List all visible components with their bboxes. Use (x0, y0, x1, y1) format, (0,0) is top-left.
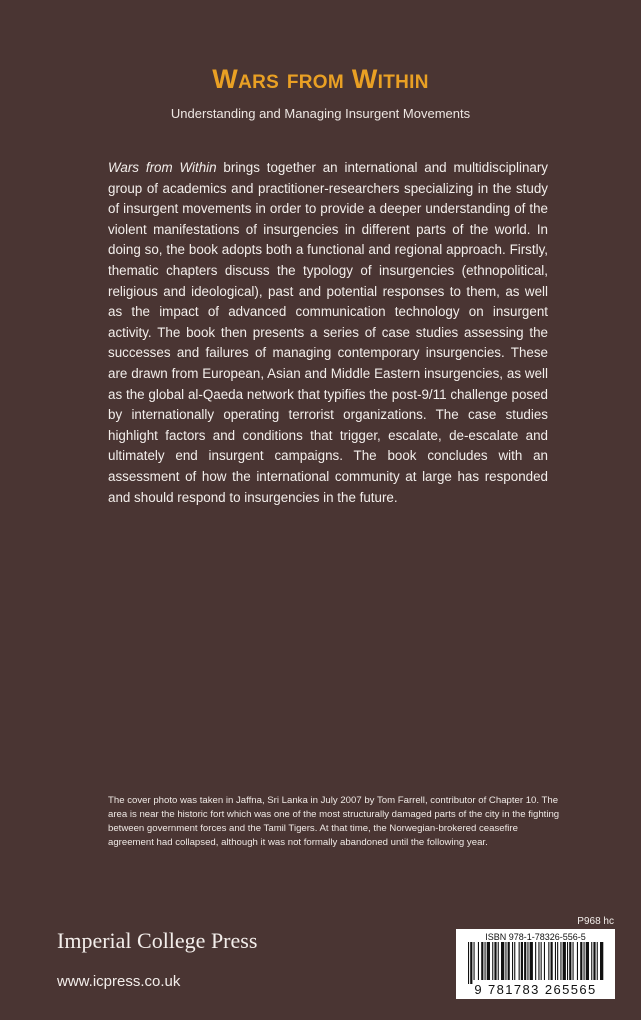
publisher-name: Imperial College Press (57, 928, 258, 953)
barcode-bar (577, 942, 578, 980)
barcode-digits: 9 781783 265565 (474, 982, 597, 997)
barcode-bar (551, 942, 553, 980)
price-code: P968 hc (577, 916, 614, 927)
book-blurb (108, 158, 548, 508)
barcode-bar (544, 942, 545, 980)
barcode-bar (494, 942, 496, 980)
blurb-title-italic: Wars from Within (108, 160, 217, 175)
barcode-bar (557, 942, 558, 980)
title-part-1: ars from (238, 64, 352, 94)
barcode-bar (505, 942, 506, 980)
barcode-bar (597, 942, 598, 980)
publisher-website: www.icpress.co.uk (57, 973, 181, 990)
book-subtitle: Understanding and Managing Insurgent Movements (170, 106, 471, 121)
barcode-bar (485, 942, 486, 980)
barcode-bar (593, 942, 595, 980)
cover-photo-credit: The cover photo was taken in Jaffna, Sri Lanka in July 2007 by Tom Farrell, contributor of Chapter 10. The area is near the historic fort which was one of the most structurally damaged parts of the city in the fighting between government forces and the Tamil Tigers. At that time, the Norwegian-brokered ceasefire agreement had collapsed, although it was not formally abandoned until the following year. (108, 795, 560, 848)
isbn-barcode (456, 929, 615, 999)
barcode-bar (514, 942, 515, 980)
barcode-bar (487, 942, 490, 980)
barcode-bar (512, 942, 513, 980)
barcode-bar (586, 942, 589, 980)
barcode-bar (492, 942, 493, 980)
barcode-bars-graphic (456, 942, 615, 984)
barcode-bar (474, 942, 475, 980)
barcode-bar (501, 942, 504, 980)
barcode-bar (573, 942, 574, 980)
barcode-bar (530, 942, 533, 980)
isbn-label: ISBN 978-1-78326-556-5 (485, 932, 586, 942)
title-initial-w: W (212, 64, 239, 94)
blurb-body: brings together an international and multidisciplinary group of academics and practitioner-researchers specializing in the study of insurgent movements in order to provide a deeper understanding of the violent manifestations of insurgencies in different parts of the world. In doing so, the book adopts both a functional and regional approach. Firstly, thematic chapters discuss the typology of insurgencies (ethnopolitical, religious and ideological), past and potential responses to them, as well as the impact of advanced communication technology on insurgent activity. The book then presents a series of case studies assessing the successes and failures of managing contemporary insurgencies. These are drawn from European, Asian and Middle Eastern insurgencies, as well as the global al-Qaeda network that typifies the post-9/11 challenge posed by internationally operating terrorist organizations. The case studies highlight factors and conditions that trigger, escalate, de-escalate and ultimately end insurgent campaigns. The book concludes with an assessment of how the international community at large has responded and should respond to insurgencies in the future. (108, 160, 548, 505)
barcode-bar (468, 942, 469, 984)
barcode-bar (567, 942, 568, 980)
barcode-bar (508, 942, 510, 980)
barcode-bar (560, 942, 561, 980)
barcode-bar (521, 942, 523, 980)
barcode-bar (478, 942, 479, 980)
barcode-bar (541, 942, 542, 980)
barcode-bar (591, 942, 592, 980)
barcode-bar (519, 942, 520, 980)
barcode-bar (481, 942, 483, 980)
barcode-bar (563, 942, 566, 980)
barcode-bar (555, 942, 556, 980)
barcode-bar (524, 942, 526, 980)
barcode-bar (535, 942, 536, 980)
barcode-bar (527, 942, 528, 980)
book-title (0, 64, 641, 95)
barcode-bar (569, 942, 571, 980)
title-part-2: ithin (377, 64, 429, 94)
barcode-bar (584, 942, 585, 980)
barcode-bar (470, 942, 472, 984)
barcode-bar (548, 942, 549, 980)
barcode-bar (600, 942, 603, 980)
barcode-bar (498, 942, 499, 980)
barcode-bar (580, 942, 582, 980)
title-initial-w2: W (351, 64, 378, 94)
barcode-bar (538, 942, 539, 980)
